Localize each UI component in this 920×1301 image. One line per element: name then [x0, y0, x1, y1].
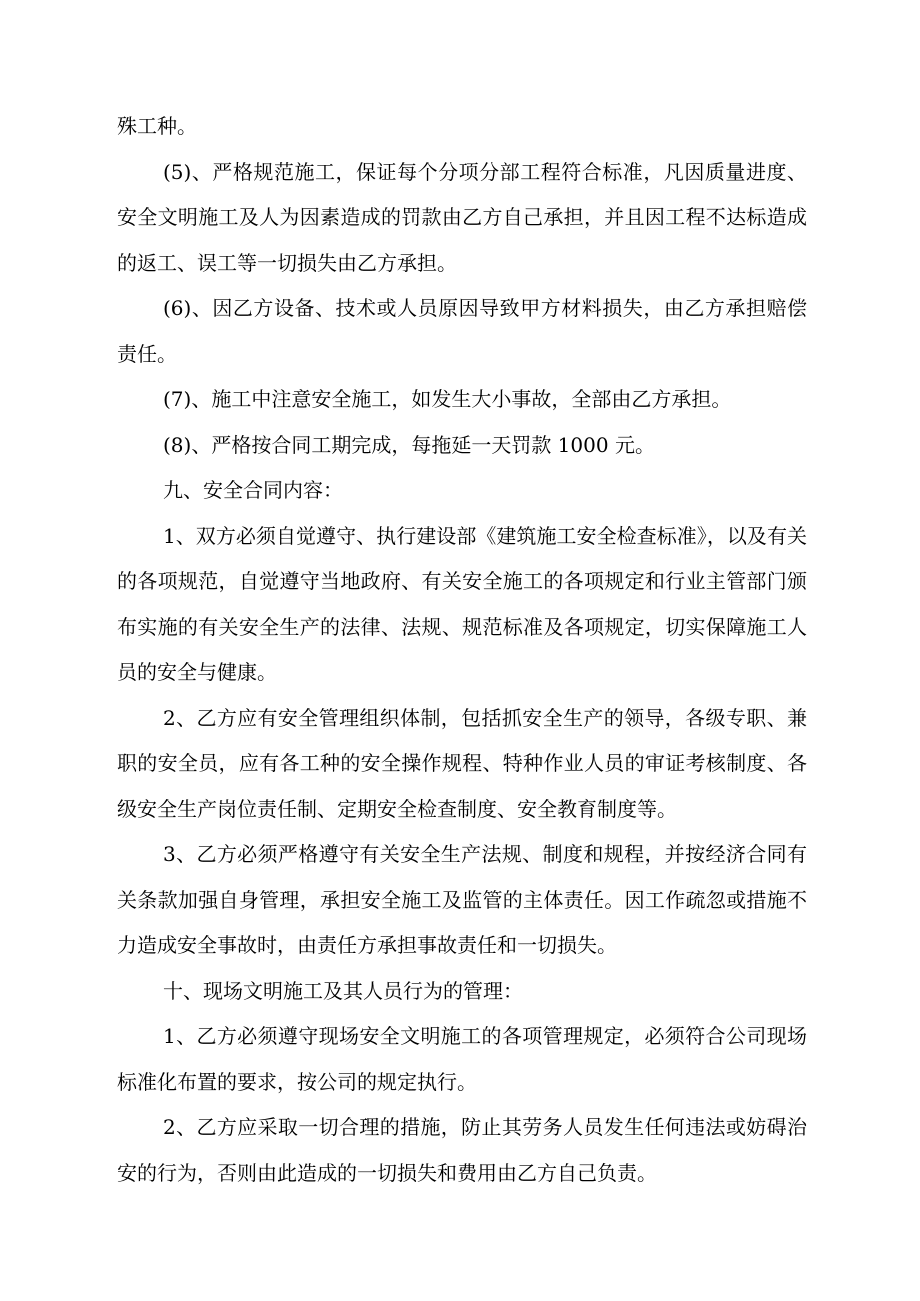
- paragraph-clause-5: (5)、严格规范施工，保证每个分项分部工程符合标准，凡因质量进度、安全文明施工及人为因素造成的罚款由乙方自己承担，并且因工程不达标造成的返工、误工等一切损失由乙方承担。: [117, 159, 807, 275]
- paragraph-site-1: 1、乙方必须遵守现场安全文明施工的各项管理规定，必须符合公司现场标准化布置的要求，按公司的规定执行。: [117, 1024, 807, 1094]
- paragraph-safety-1: 1、双方必须自觉遵守、执行建设部《建筑施工安全检查标准》，以及有关的各项规范，自觉遵守当地政府、有关安全施工的各项规定和行业主管部门颁布实施的有关安全生产的法律、法规、规范标准及各项规定，切实保障施工人员的安全与健康。: [117, 523, 807, 684]
- section-heading-safety: 九、安全合同内容：: [163, 478, 343, 502]
- paragraph-safety-2: 2、乙方应有安全管理组织体制，包括抓安全生产的领导，各级专职、兼职的安全员，应有各工种的安全操作规程、特种作业人员的审证考核制度、各级安全生产岗位责任制、定期安全检查制度、安全教育制度等。: [117, 705, 807, 821]
- paragraph-safety-3: 3、乙方必须严格遵守有关安全生产法规、制度和规程，并按经济合同有关条款加强自身管理，承担安全施工及监管的主体责任。因工作疏忽或措施不力造成安全事故时，由责任方承担事故责任和一切损失。: [117, 842, 807, 957]
- paragraph-clause-6: (6)、因乙方设备、技术或人员原因导致甲方材料损失，由乙方承担赔偿责任。: [117, 296, 807, 366]
- section-heading-site-management: 十、现场文明施工及其人员行为的管理：: [163, 978, 523, 1003]
- paragraph-clause-7: (7)、施工中注意安全施工，如发生大小事故，全部由乙方承担。: [163, 387, 732, 411]
- paragraph-clause-8: (8)、严格按合同工期完成，每拖延一天罚款 1000 元。: [163, 432, 655, 457]
- paragraph-site-2: 2、乙方应采取一切合理的措施，防止其劳务人员发生任何违法或妨碍治安的行为，否则由此造成的一切损失和费用由乙方自己负责。: [117, 1115, 807, 1185]
- document-page: [117, 104, 807, 1196]
- paragraph-continuation: 殊工种。: [117, 114, 197, 138]
